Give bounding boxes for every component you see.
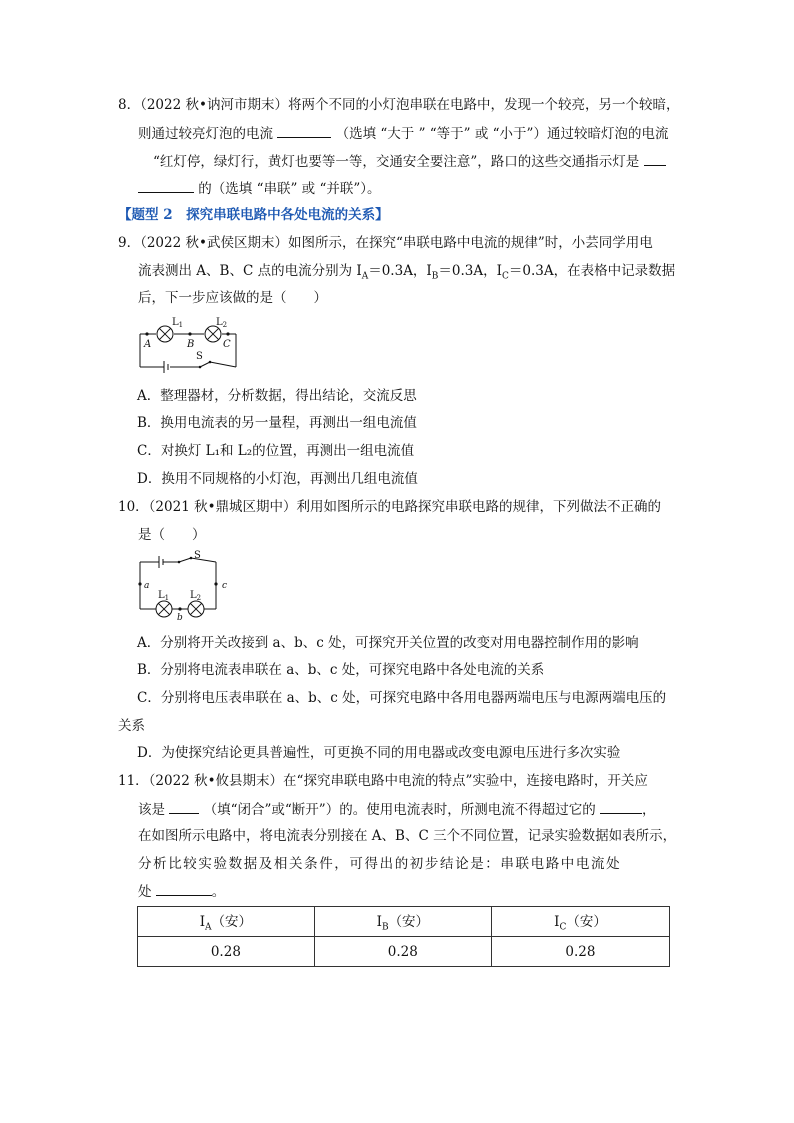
q8-line2a: 则通过较亮灯泡的电流 bbox=[138, 126, 273, 142]
table-header-row bbox=[138, 907, 670, 937]
q9-option-d[interactable]: D．换用不同规格的小灯泡，再测出几组电流值 bbox=[137, 471, 418, 487]
sub-C: C bbox=[501, 271, 509, 282]
q9-option-a[interactable]: A．整理器材，分析数据，得出结论，交流反思 bbox=[137, 388, 417, 404]
label-C: C bbox=[223, 339, 231, 350]
sub-B: B bbox=[431, 271, 439, 282]
q11-line3: 在如图所示电路中，将电流表分别接在 A、B、C 三个不同位置，记录实验数据如表所示， bbox=[138, 828, 677, 844]
q8-line2 bbox=[138, 123, 668, 144]
q8-line4 bbox=[138, 178, 381, 199]
label-L1: $L_1$ bbox=[172, 317, 184, 329]
q10-circuit-diagram bbox=[134, 548, 234, 620]
label-S: S bbox=[194, 550, 201, 561]
q10-line2: 是（ ） bbox=[138, 527, 206, 543]
q9-line2-post: ＝0.3A，在表格中记录数据 bbox=[508, 263, 676, 279]
table-cell: 0.28 bbox=[314, 937, 491, 967]
q11-blank3[interactable] bbox=[156, 881, 212, 896]
label-S: S bbox=[196, 351, 203, 362]
q10-option-c[interactable]: C．分别将电压表串联在 a、b、c 处，可探究电路中各用电器两端电压与电源两端电压的 bbox=[137, 690, 667, 706]
label-c: c bbox=[222, 581, 228, 591]
q9-option-b[interactable]: B．换用电流表的另一量程，再测出一组电流值 bbox=[137, 415, 417, 431]
label-a: a bbox=[144, 581, 150, 591]
q11-line5 bbox=[138, 881, 225, 902]
q9-line3: 后，下一步应该做的是（ ） bbox=[138, 290, 327, 306]
q9-line2-pre: 流表测出 A、B、C 点的电流分别为 I bbox=[138, 263, 362, 279]
q11-blank2[interactable] bbox=[600, 799, 642, 814]
table-header-cell: $I_A$（安） bbox=[138, 907, 315, 937]
table-header-cell: $I_B$（安） bbox=[314, 907, 491, 937]
q10-line1: 10．（2021 秋•鼎城区期中）利用如图所示的电路探究串联电路的规律，下列做法不正确的 bbox=[118, 499, 662, 515]
label-L1: $L_1$ bbox=[158, 590, 170, 602]
q9-line2 bbox=[138, 261, 675, 287]
sub-A: A bbox=[361, 271, 369, 282]
q9-line2-mid1: ＝0.3A，I bbox=[368, 263, 432, 279]
label-L2: $L_2$ bbox=[216, 317, 228, 329]
q8-line3 bbox=[153, 151, 666, 172]
q8-line4b: 的（选填 “串联” 或 “并联”）。 bbox=[198, 181, 381, 197]
q8-blank1[interactable] bbox=[277, 123, 331, 138]
q9-circuit-diagram bbox=[130, 313, 245, 373]
label-A: A bbox=[144, 339, 152, 350]
q10-option-b[interactable]: B．分别将电流表串联在 a、b、c 处，可探究电路中各处电流的关系 bbox=[137, 662, 545, 678]
q10-option-c-continued: 关系 bbox=[118, 718, 145, 734]
label-L2: $L_2$ bbox=[190, 590, 202, 602]
q11-data-table bbox=[137, 906, 670, 967]
q10-option-a[interactable]: A．分别将开关改接到 a、b、c 处，可探究开关位置的改变对用电器控制作用的影响 bbox=[137, 635, 639, 651]
table-cell: 0.28 bbox=[138, 937, 315, 967]
q11-blank1[interactable] bbox=[169, 799, 199, 814]
q8-blank2-end[interactable] bbox=[138, 178, 194, 193]
q11-line2 bbox=[138, 799, 656, 820]
q11-line1: 11．（2022 秋•攸县期末）在“探究串联电路中电流的特点”实验中，连接电路时，开关应 bbox=[118, 773, 648, 789]
q8-line2b: （选填 “大于 ” “等于” 或 “小于”）通过较暗灯泡的电流 bbox=[335, 126, 669, 142]
q11-line2b: （填“闭合”或“断开”）的。使用电流表时，所测电流不得超过它的 bbox=[203, 802, 596, 818]
label-b: b bbox=[177, 613, 183, 620]
table-cell: 0.28 bbox=[491, 937, 669, 967]
q9-option-c[interactable]: C．对换灯 L₁和 L₂的位置，再测出一组电流值 bbox=[137, 443, 415, 459]
q11-line5a: 处 bbox=[138, 884, 152, 900]
q11-line2a: 该是 bbox=[138, 802, 165, 818]
q11-line4: 分析比较实验数据及相关条件，可得出的初步结论是：串联电路中电流处 bbox=[138, 856, 622, 872]
q9-line1: 9．（2022 秋•武侯区期末）如图所示，在探究“串联电路中电流的规律”时，小芸同学用电 bbox=[118, 235, 653, 251]
label-B: B bbox=[187, 339, 195, 350]
q8-blank2-start[interactable] bbox=[644, 151, 666, 166]
q11-line5b: 。 bbox=[211, 884, 226, 900]
table-row bbox=[138, 937, 670, 967]
q8-line1: 8．（2022 秋•讷河市期末）将两个不同的小灯泡串联在电路中，发现一个较亮，另一个较暗， bbox=[118, 97, 680, 113]
table-header-cell: $I_C$（安） bbox=[491, 907, 669, 937]
q11-line2c: ， bbox=[642, 802, 656, 818]
section-heading-type2: 【题型 2 探究串联电路中各处电流的关系】 bbox=[118, 207, 389, 223]
q10-option-d[interactable]: D．为使探究结论更具普遍性，可更换不同的用电器或改变电源电压进行多次实验 bbox=[137, 745, 621, 761]
q8-line3a: “红灯停，绿灯行，黄灯也要等一等，交通安全要注意”，路口的这些交通指示灯是 bbox=[153, 154, 640, 170]
q9-line2-mid2: ＝0.3A，I bbox=[438, 263, 502, 279]
